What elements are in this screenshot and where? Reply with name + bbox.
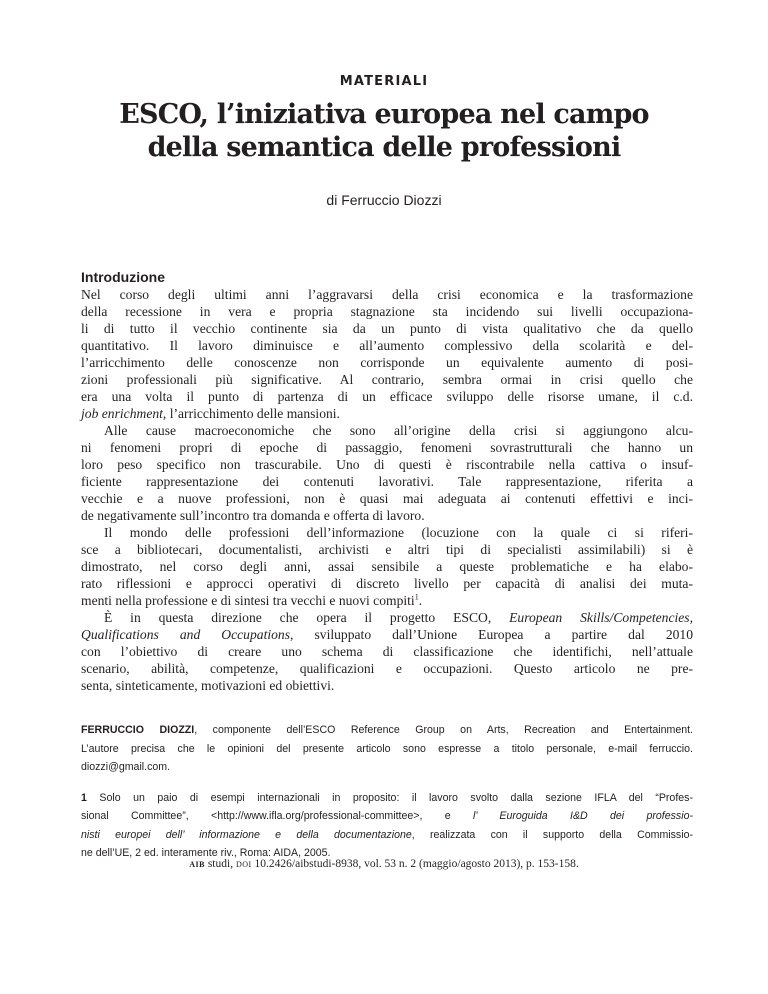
text-line: Il mondo delle professioni dell’informazione (locuzione con la quale ci si riferi-: [104, 525, 693, 540]
spacer: [81, 777, 693, 789]
text-line: rato riflessioni e approcci operativi di discreto livello per capacità di analisi dei muta-: [81, 576, 693, 591]
text-line: ficiente rappresentazione dei contenuti lavorativi. Tale rappresentazione, riferita a: [81, 474, 693, 489]
text-span: È in questa direzione che opera il progetto ESCO,: [104, 610, 510, 625]
text-line: [81, 592, 693, 609]
text-line: senta, sinteticamente, motivazioni ed obiettivi.: [81, 678, 335, 693]
paragraph-1: [81, 286, 693, 422]
text-line: dimostrato, nel corso degli anni, assai sensibile a queste problematiche e ha elabo-: [81, 559, 693, 574]
text-line: era una volta il punto di partenza di un efficace sviluppo delle risorse umane, il c.d.: [81, 389, 693, 404]
text-line: de negativamente sull’incontro tra domanda e offerta di lavoro.: [81, 508, 425, 523]
text-line: vecchie e a nuove professioni, non è quasi mai adeguata ai contenuti effettivi e inci-: [81, 491, 693, 506]
text-span: , l’arricchimento delle mansioni.: [162, 406, 340, 421]
emphasis: European Skills/Competencies,: [509, 610, 693, 625]
text-line: Nel corso degli ultimi anni l’aggravarsi della crisi economica e la trasformazione: [81, 287, 693, 302]
footnote-ref[interactable]: 1: [414, 592, 419, 602]
text-line: li di tutto il vecchio continente sia da un punto di vista qualitativo che da quello: [81, 321, 693, 336]
text-span: , componente dell’ESCO Reference Group on Arts, Recreation and Entertainment.: [194, 724, 693, 736]
text-line: l’arricchimento delle conoscenze non corrisponde un equivalente aumento di posi-: [81, 355, 693, 370]
text-line: [81, 405, 693, 422]
footnotes: [81, 721, 693, 863]
emphasis: l’ Euroguida I&D dei professio-: [472, 810, 693, 822]
text-span: menti nella professione e di sintesi tra vecchi e nuovi compiti: [81, 593, 415, 608]
text-span: , sviluppato dall’Unione Europea a partire dal 2010: [290, 627, 694, 642]
text-line: con l’obiettivo di creare uno schema di classificazione che identifichi, nell’attuale: [81, 644, 693, 659]
text-line: loro peso specifico non trascurabile. Uno di questi è riscontrabile nella cattiva o insuf-: [81, 457, 693, 472]
journal-logo: aib: [189, 858, 205, 870]
section-heading: Introduzione: [81, 269, 165, 285]
article-author: di Ferruccio Diozzi: [326, 192, 442, 208]
footnote-line: ne dell’UE, 2 ed. interamente riv., Roma: AIDA, 2005.: [81, 847, 331, 859]
title-line-1: ESCO, l’iniziativa europea nel campo: [119, 99, 649, 130]
footnote-line: [81, 826, 693, 845]
footnote-number: 1: [81, 791, 87, 804]
footnote-link[interactable]: sional Committee”, <http://www.ifla.org/professional-committee>, e: [81, 810, 473, 822]
author-note-email: diozzi@gmail.com.: [81, 761, 171, 773]
emphasis: Qualifications and Occupations: [81, 627, 291, 642]
article-body: [81, 269, 693, 694]
footnote-line: [81, 789, 693, 808]
text-span: studi,: [204, 858, 236, 870]
paragraph-4: [81, 609, 693, 694]
text-span: 10.2426/aibstudi-8938, vol. 53 n. 2 (maggio/agosto 2013), p. 153-158.: [251, 858, 579, 870]
text-line: [81, 626, 693, 643]
paragraph-3: [81, 524, 693, 609]
emphasis: nisti europei dell’ informazione e della documentazione: [81, 828, 412, 841]
text-line: [81, 609, 693, 626]
article-title: [0, 98, 768, 164]
title-line-2: della semantica delle professioni: [147, 132, 621, 163]
text-line: sce a bibliotecari, documentalisti, archivisti e altri tipi di specialisti assimilabili) si è: [81, 542, 693, 557]
footnote-line: [81, 807, 693, 826]
text-span: Solo un paio di esempi internazionali in proposito: il lavoro svolto dalla sezione IFLA del “Profes-: [86, 791, 693, 804]
doi-label: doi: [235, 858, 252, 870]
author-note-line: L’autore precisa che le opinioni del presente articolo sono espresse a titolo personale, e-mail ferruccio.: [81, 742, 693, 755]
section-label: MATERIALI: [339, 74, 429, 89]
text-span: .: [418, 593, 423, 608]
text-line: scenario, abilità, competenze, qualificazioni e occupazioni. Questo articolo ne pre-: [81, 661, 693, 676]
text-line: zioni professionali più significative. Al contrario, sembra ormai in crisi quello che: [81, 372, 693, 387]
text-line: della recessione in vera e propria stagnazione sta incidendo sui livelli occupaziona-: [81, 304, 693, 319]
text-line: Alle cause macroeconomiche che sono all’origine della crisi si aggiungono alcu-: [104, 423, 693, 438]
emphasis: job enrichment: [81, 406, 163, 421]
paragraph-2: [81, 422, 693, 524]
journal-citation: [0, 858, 768, 870]
author-note-name: FERRUCCIO DIOZZI: [81, 724, 195, 736]
text-line: quantitativo. Il lavoro diminuisce e all’aumento complessivo della scolarità e del-: [81, 338, 693, 353]
author-note-line: [81, 721, 693, 740]
text-span: , realizzata con il supporto della Commissio-: [411, 828, 693, 841]
text-line: ni fenomeni propri di epoche di passaggio, fenomeni sovrastrutturali che hanno un: [81, 440, 693, 455]
